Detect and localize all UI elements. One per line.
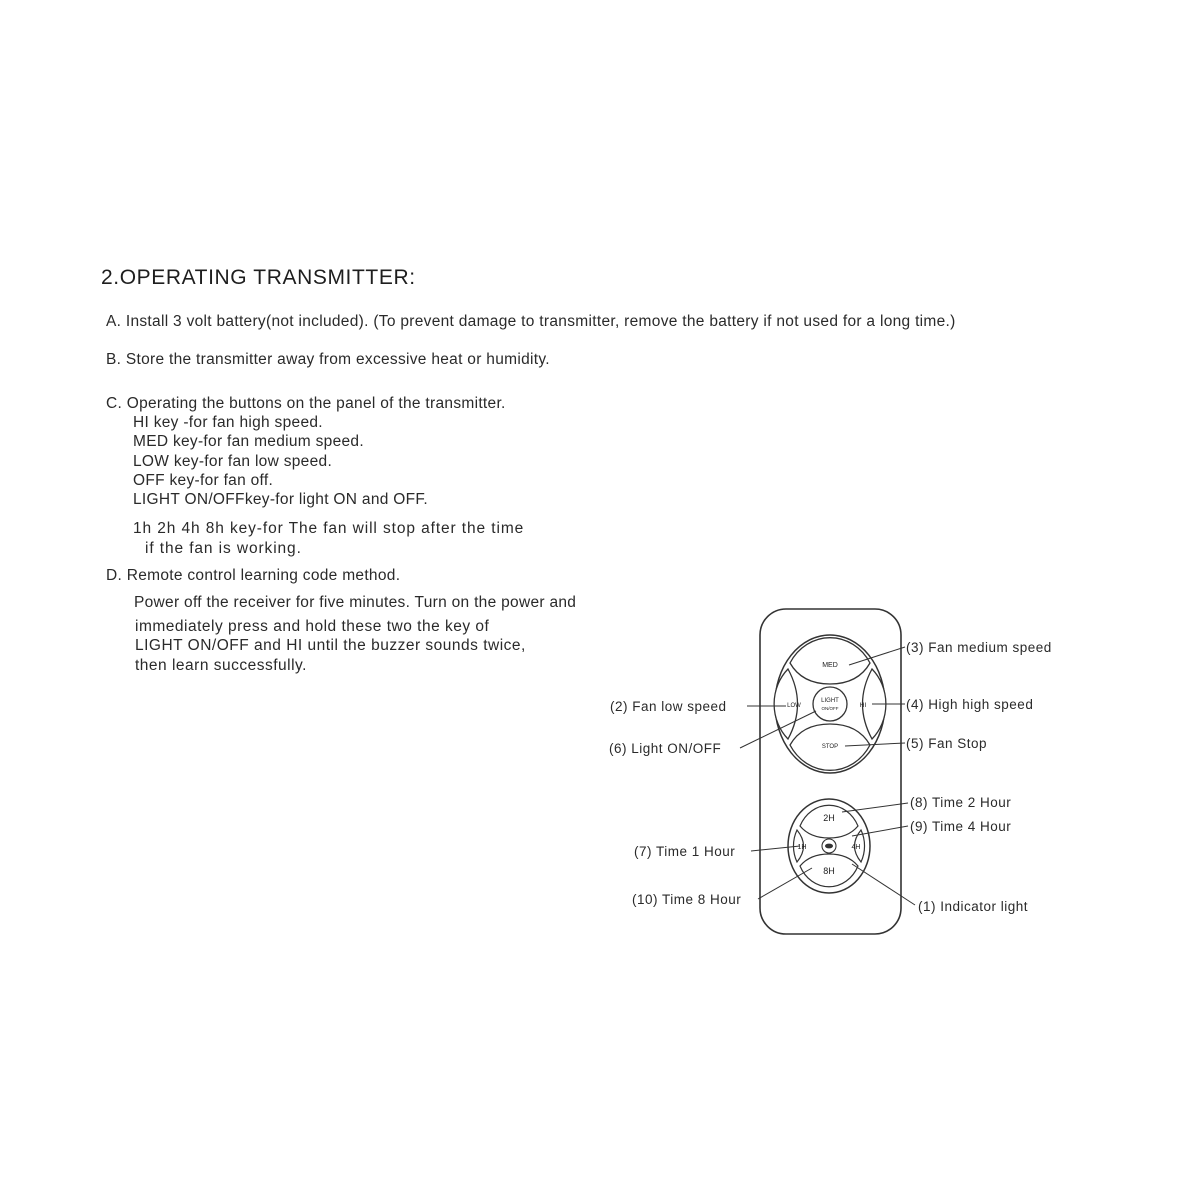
page-title: 2.OPERATING TRANSMITTER: xyxy=(101,266,416,289)
section-c-heading: C. Operating the buttons on the panel of the transmitter. xyxy=(106,395,506,412)
low-key-label: LOW xyxy=(787,703,801,709)
time-4h-label: 4H xyxy=(851,844,861,851)
section-c-line: MED key-for fan medium speed. xyxy=(133,433,364,450)
section-c-line: LIGHT ON/OFFkey-for light ON and OFF. xyxy=(133,491,429,508)
section-d-line: Power off the receiver for five minutes. Turn on the power and xyxy=(134,594,577,611)
callout-indicator-light: (1) Indicator light xyxy=(918,899,1029,914)
stop-key-label: STOP xyxy=(821,744,839,750)
callout-time-4-hour: (9) Time 4 Hour xyxy=(910,819,1012,834)
light-key[interactable] xyxy=(813,687,847,721)
time-8h-label: 8H xyxy=(823,866,835,876)
section-c-timer-line: 1h 2h 4h 8h key-for The fan will stop after the time xyxy=(133,520,525,537)
main-key-pad xyxy=(774,635,886,773)
section-d-heading: D. Remote control learning code method. xyxy=(106,567,401,584)
section-b: B. Store the transmitter away from excessive heat or humidity. xyxy=(106,351,550,368)
timer-key-pad xyxy=(788,799,870,893)
section-d-line: LIGHT ON/OFF and HI until the buzzer sounds twice, xyxy=(135,637,526,654)
time-1h-label: 1H xyxy=(797,844,807,851)
callout-time-2-hour: (8) Time 2 Hour xyxy=(910,795,1012,810)
time-2h-label: 2H xyxy=(823,813,835,823)
indicator-light-icon xyxy=(825,844,833,849)
callout-time-8-hour: (10) Time 8 Hour xyxy=(632,892,742,907)
section-d-line: immediately press and hold these two the key of xyxy=(135,618,490,635)
callout-fan-stop: (5) Fan Stop xyxy=(906,736,988,751)
callout-high-speed: (4) High high speed xyxy=(906,697,1034,712)
light-key-sublabel: ON/OFF xyxy=(821,706,839,711)
callout-fan-low-speed: (2) Fan low speed xyxy=(610,699,727,714)
callout-fan-medium-speed: (3) Fan medium speed xyxy=(906,640,1052,655)
light-key-label: LIGHT xyxy=(821,698,839,704)
med-key-label: MED xyxy=(822,662,838,669)
section-c-line: HI key -for fan high speed. xyxy=(133,414,323,431)
section-a: A. Install 3 volt battery(not included). (To prevent damage to transmitter, remove the battery if not used for a long time.) xyxy=(106,313,956,330)
hi-key-label: HI xyxy=(859,702,867,709)
section-c-timer-line: if the fan is working. xyxy=(145,540,302,557)
section-d-line: then learn successfully. xyxy=(135,657,307,674)
section-c-line: OFF key-for fan off. xyxy=(133,472,274,489)
section-c-line: LOW key-for fan low speed. xyxy=(133,453,333,470)
callout-light-on-off: (6) Light ON/OFF xyxy=(609,741,722,756)
callout-time-1-hour: (7) Time 1 Hour xyxy=(634,844,736,859)
